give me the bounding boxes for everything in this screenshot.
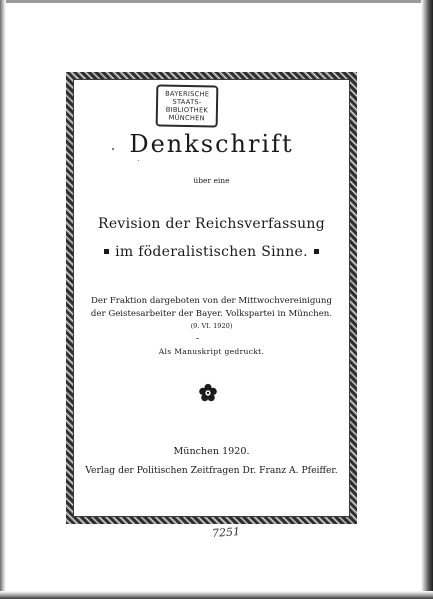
subtitle-line-2-text: im föderalistischen Sinne. [115, 244, 308, 260]
manuscript-note: Als Manuskript gedruckt. [158, 347, 265, 356]
publisher-line: Verlag der Politischen Zeitfragen Dr. Franz A. Pfeiffer. [85, 465, 338, 476]
subtitle-line-1: Revision der Reichsverfassung [98, 216, 325, 232]
flower-ornament-icon [198, 383, 218, 403]
scan-left-edge [0, 0, 6, 599]
scan-speck [196, 338, 199, 339]
scan-top-edge [0, 0, 433, 3]
connector-text: über eine [193, 176, 230, 185]
scan-speck [138, 160, 139, 161]
stamp-line: BIBLIOTHEK [165, 105, 209, 115]
presentation-line-1: Der Fraktion dargeboten von der Mittwochvereinigung [91, 296, 332, 306]
library-stamp [156, 84, 219, 127]
presentation-line-2: der Geistesarbeiter der Bayer. Volkspartei in München. [90, 309, 333, 319]
scan-right-edge [421, 0, 433, 599]
date-note: (9. VI. 1920) [190, 322, 233, 330]
document-title: Denkschrift [129, 130, 294, 158]
stamp-line: BAYERISCHE [165, 89, 210, 99]
subtitle-line-2 [66, 244, 357, 260]
scan-bottom-edge [0, 591, 433, 599]
stamp-line: MÜNCHEN [168, 113, 205, 123]
stamp-line: STAATS- [172, 97, 202, 107]
place-year: München 1920. [173, 446, 250, 457]
square-bullet-icon [104, 249, 109, 254]
scan-speck [112, 148, 114, 150]
square-bullet-icon [314, 249, 319, 254]
handwritten-shelfmark: 7251 [211, 525, 241, 540]
